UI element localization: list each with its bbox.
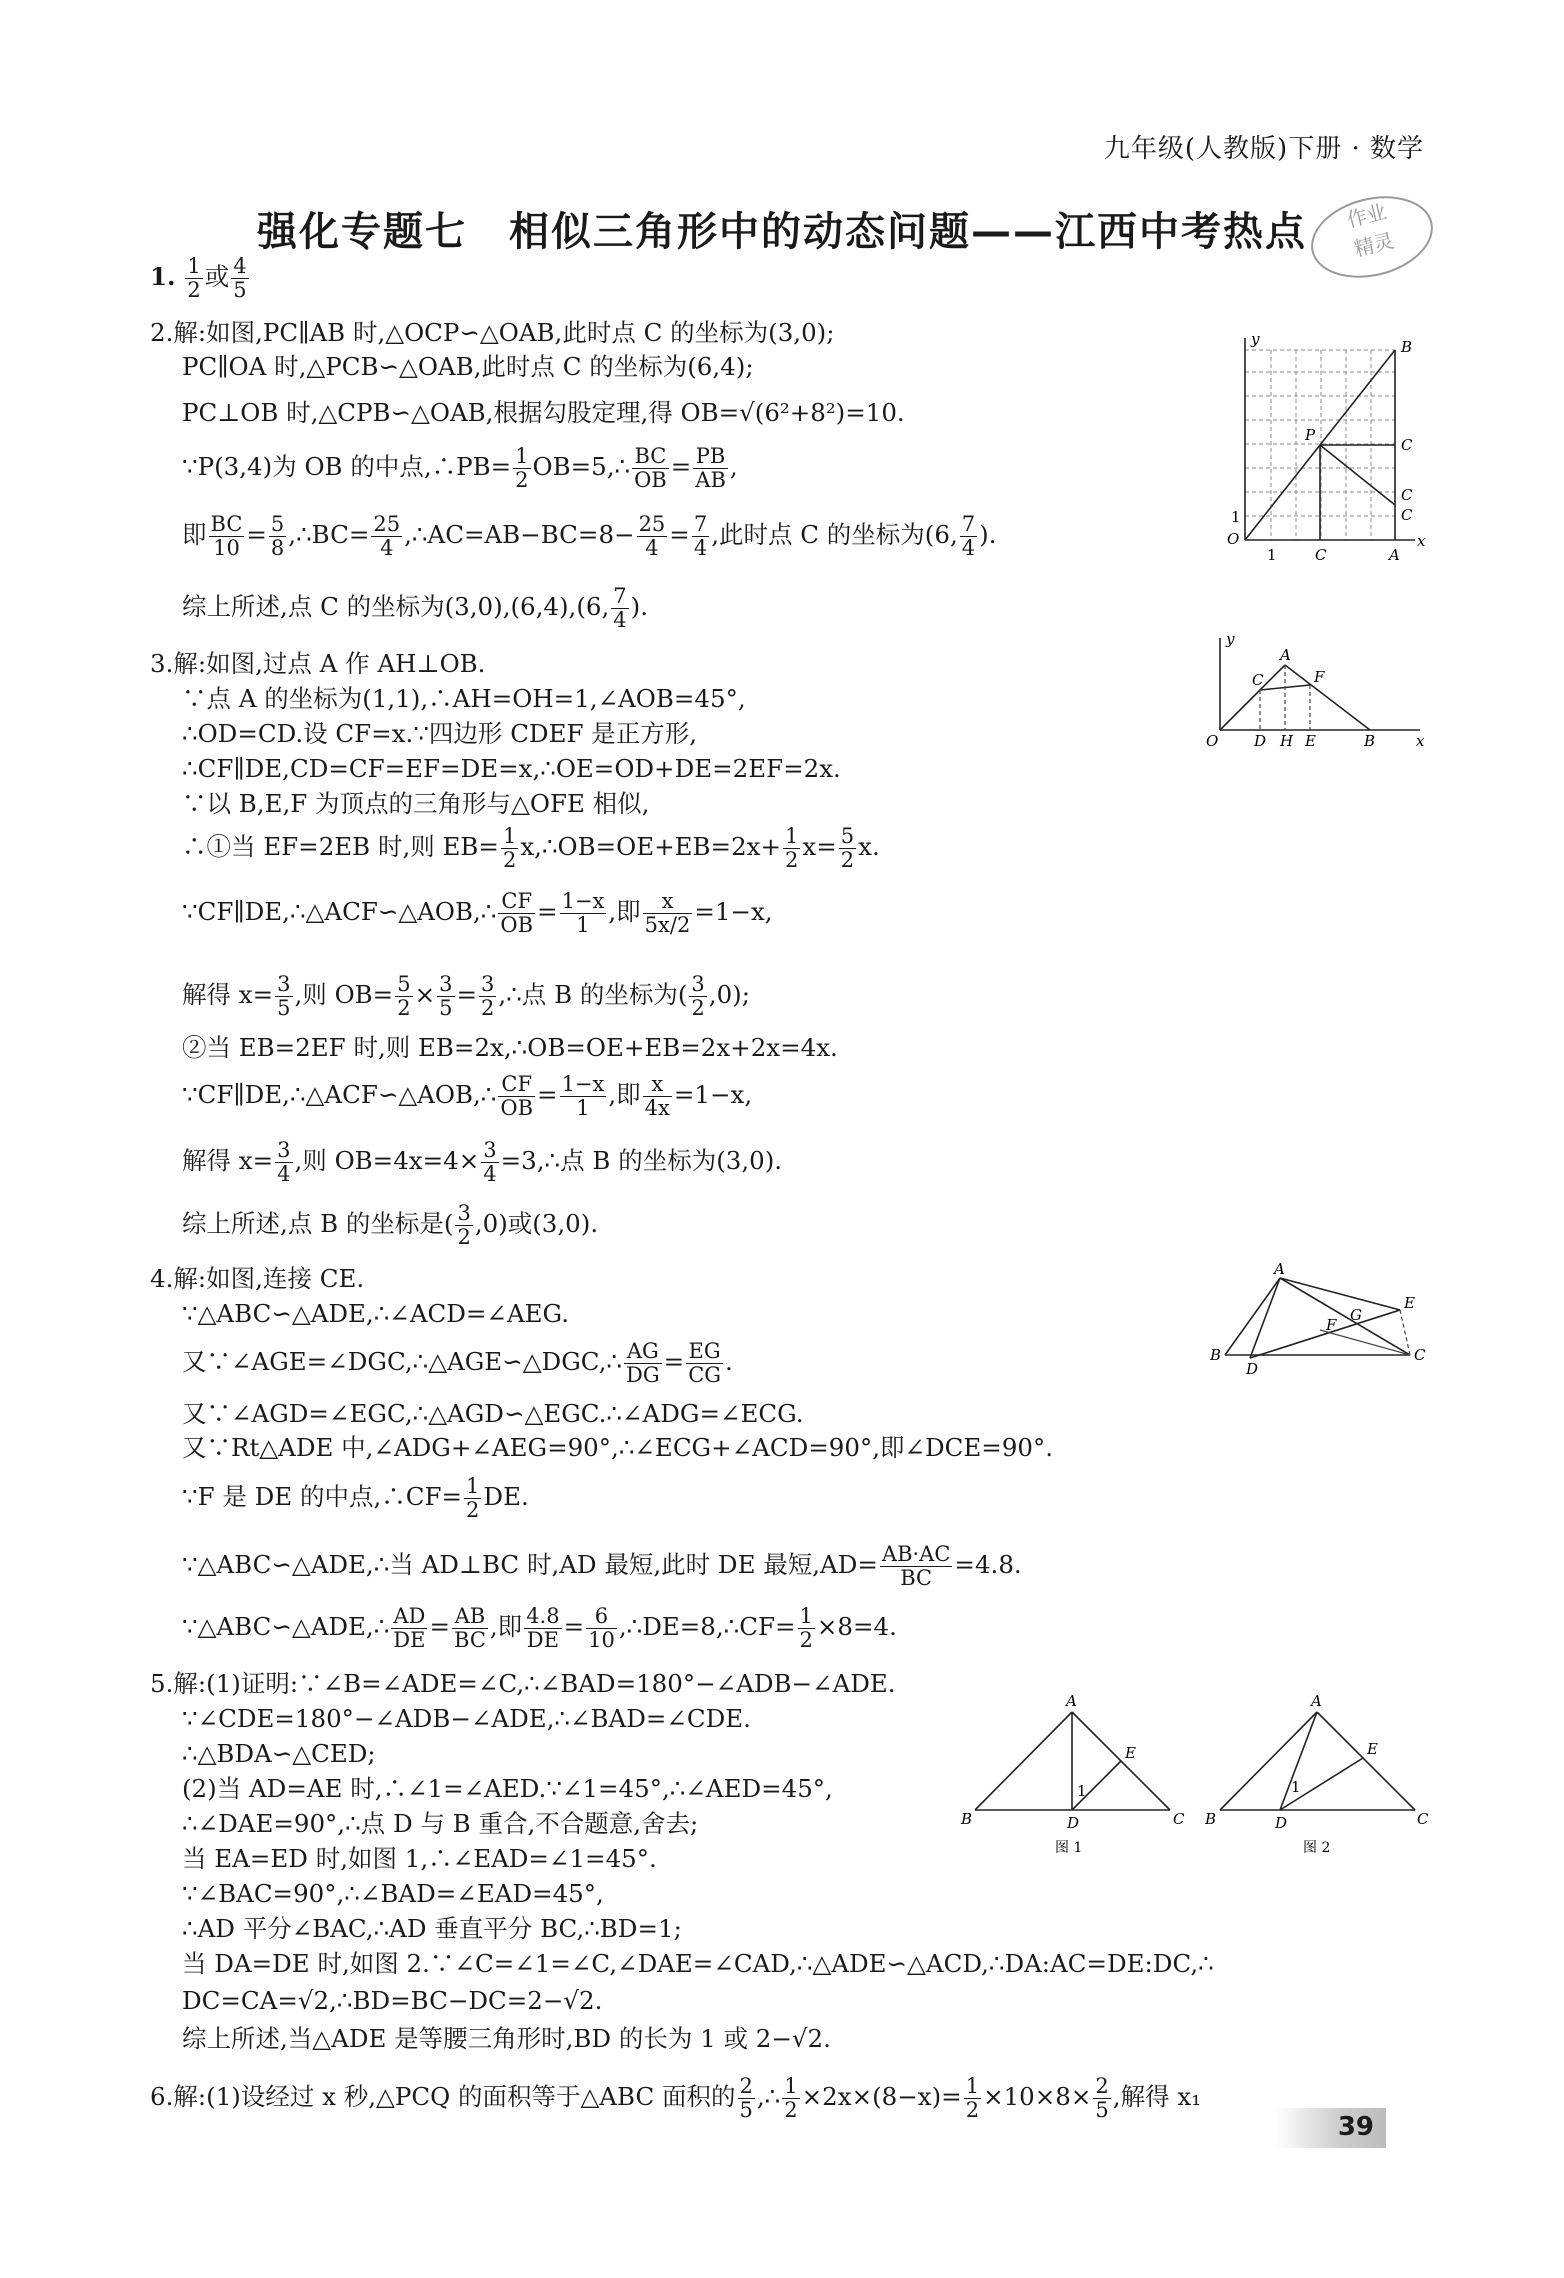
page-header: 九年级(人教版)下册 · 数学	[1103, 134, 1424, 164]
p4-line-5: 又∵Rt△ADE 中,∠ADG+∠AEG=90°,∴∠ECG+∠ACD=90°,即∠DCE=90°.	[182, 1433, 1054, 1462]
figure-p5-1	[955, 1690, 1185, 1860]
fig2-label: C	[1401, 436, 1413, 454]
p4-line-2: ∵△ABC∽△ADE,∴∠ACD=∠AEG.	[182, 1299, 570, 1328]
fig4-label: D	[1246, 1360, 1259, 1378]
fig5a-label: D	[1067, 1814, 1080, 1832]
fig5b-label: A	[1311, 1692, 1322, 1710]
p4-line-3: 又∵∠AGE=∠DGC,∴△AGE∽△DGC,∴ $\frac{AG}{DG}$ = $\frac{EG}{CG}$ .	[182, 1339, 733, 1387]
page-number: 39	[1337, 2112, 1374, 2142]
p4-line-7: ∵△ABC∽△ADE,∴当 AD⊥BC 时,AD 最短,此时 DE 最短,AD= $\frac{AB\cdot AC}{BC}$ =4.8.	[182, 1542, 1022, 1590]
fig5b-label: D	[1275, 1814, 1288, 1832]
p5-line-1: 5.解:(1)证明:∵∠B=∠ADE=∠C,∴∠BAD=180°−∠ADB−∠ADE.	[150, 1669, 896, 1698]
fig3-label: F	[1314, 668, 1325, 686]
fig2-label: C	[1401, 506, 1413, 524]
p2-line-1: 2.解:如图,PC∥AB 时,△OCP∽△OAB,此时点 C 的坐标为(3,0);	[150, 318, 835, 347]
stamp-line-2: 精灵	[1351, 228, 1397, 262]
fig4-label: B	[1210, 1346, 1222, 1364]
fig2-label: y	[1251, 330, 1260, 348]
p5-line-6: 当 EA=ED 时,如图 1,∴∠EAD=∠1=45°.	[182, 1844, 657, 1873]
p5-line-8: ∴AD 平分∠BAC,∴AD 垂直平分 BC,∴BD=1;	[182, 1914, 682, 1943]
fig3-label: A	[1280, 646, 1291, 664]
fig3-label: D	[1254, 732, 1267, 750]
fig2-label: B	[1401, 338, 1413, 356]
p3-line-8: 解得 x= $\frac{3}{5}$ ,则 OB= $\frac{5}{2}$ × $\frac{3}{5}$ = $\frac{3}{2}$ ,∴点 B 的坐标为( $\frac{3}{2}$ ,0);	[182, 972, 750, 1020]
p2-line-4: ∵P(3,4)为 OB 的中点,∴PB= $\frac{1}{2}$ OB=5,∴ $\frac{BC}{OB}$ = $\frac{PB}{AB}$ ,	[182, 444, 738, 492]
p3-line-6: ∴①当 EF=2EB 时,则 EB= $\frac{1}{2}$ x,∴OB=OE+EB=2x+ $\frac{1}{2}$ x= $\frac{5}{2}$ x.	[182, 824, 880, 872]
p1-line: 1. $\frac{1}{2}$ 或 $\frac{4}{5}$	[150, 254, 247, 302]
fig4-label: C	[1414, 1346, 1426, 1364]
p5-line-3: ∴△BDA∽△CED;	[182, 1739, 376, 1768]
fig5b-label: C	[1417, 1810, 1429, 1828]
fig3-label: E	[1305, 732, 1316, 750]
fig2-label: x	[1417, 532, 1426, 550]
figure-p4	[1210, 1260, 1430, 1380]
p3-line-10: ∵CF∥DE,∴△ACF∽△AOB,∴ $\frac{CF}{OB}$ = $\frac{1-x}{1}$ ,即 $\frac{x}{4x}$ =1−x,	[182, 1072, 753, 1120]
fig3-label: C	[1252, 671, 1264, 689]
p5-line-7: ∵∠BAC=90°,∴∠BAD=∠EAD=45°,	[182, 1879, 604, 1908]
p6-line-1: 6.解:(1)设经过 x 秒,△PCQ 的面积等于△ABC 面积的 $\frac{2}{5}$ ,∴ $\frac{1}{2}$ ×2x×(8−x)= $\frac{1}{2}$ ×10×8× $\frac{2}{5}$ ,解得 x₁	[150, 2074, 1202, 2122]
p3-line-2: ∵点 A 的坐标为(1,1),∴AH=OH=1,∠AOB=45°,	[182, 684, 746, 713]
fig5b-label: 1	[1291, 1778, 1301, 1796]
p4-line-6: ∵F 是 DE 的中点,∴CF= $\frac{1}{2}$ DE.	[182, 1474, 529, 1522]
figure-p2	[1215, 330, 1430, 575]
fig2-label: P	[1305, 426, 1316, 444]
p3-line-4: ∴CF∥DE,CD=CF=EF=DE=x,∴OE=OD+DE=2EF=2x.	[182, 754, 841, 783]
p3-line-1: 3.解:如图,过点 A 作 AH⊥OB.	[150, 649, 486, 678]
fig3-label: O	[1206, 732, 1219, 750]
fig3-label: B	[1364, 732, 1376, 750]
fig2-label: O	[1227, 530, 1240, 548]
p2-line-3: PC⊥OB 时,△CPB∽△OAB,根据勾股定理,得 OB=√(6²+8²)=10.	[182, 398, 905, 427]
p3-line-12: 综上所述,点 B 的坐标是( $\frac{3}{2}$ ,0)或(3,0).	[182, 1201, 599, 1249]
p3-line-9: ②当 EB=2EF 时,则 EB=2x,∴OB=OE+EB=2x+2x=4x.	[182, 1033, 838, 1062]
p5-line-4: (2)当 AD=AE 时,∴∠1=∠AED.∵∠1=45°,∴∠AED=45°,	[182, 1774, 833, 1803]
p2-line-6: 综上所述,点 C 的坐标为(3,0),(6,4),(6, $\frac{7}{4}$ ).	[182, 584, 649, 632]
p3-line-11: 解得 x= $\frac{3}{4}$ ,则 OB=4x=4× $\frac{3}{4}$ =3,∴点 B 的坐标为(3,0).	[182, 1138, 783, 1186]
fig5a-label: E	[1125, 1744, 1136, 1762]
p5-line-10: DC=CA=√2,∴BD=BC−DC=2−√2.	[182, 1986, 603, 2015]
p3-line-7: ∵CF∥DE,∴△ACF∽△AOB,∴ $\frac{CF}{OB}$ = $\frac{1-x}{1}$ ,即 $\frac{x}{5x/2}$ =1−x,	[182, 889, 773, 937]
p5-line-5: ∴∠DAE=90°,∴点 D 与 B 重合,不合题意,舍去;	[182, 1809, 699, 1838]
p3-line-3: ∴OD=CD.设 CF=x.∵四边形 CDEF 是正方形,	[182, 719, 698, 748]
fig5b-caption: 图 2	[1303, 1840, 1331, 1856]
fig2-label: A	[1389, 546, 1400, 564]
p5-line-11: 综上所述,当△ADE 是等腰三角形时,BD 的长为 1 或 2−√2.	[182, 2024, 831, 2053]
fig4-label: F	[1326, 1316, 1337, 1334]
fig3-label: x	[1416, 732, 1425, 750]
fig4-label: A	[1274, 1260, 1285, 1278]
stamp-line-1: 作业	[1344, 199, 1389, 233]
fraction: $\frac{4}{5}$	[233, 254, 247, 302]
fig5a-label: B	[961, 1810, 973, 1828]
p3-line-5: ∵以 B,E,F 为顶点的三角形与△OFE 相似,	[182, 789, 650, 818]
page-title: 强化专题七 相似三角形中的动态问题——江西中考热点	[257, 209, 1307, 255]
p4-line-4: 又∵∠AGD=∠EGC,∴△AGD∽△EGC.∴∠ADG=∠ECG.	[182, 1399, 804, 1428]
fig5a-label: A	[1066, 1692, 1077, 1710]
fig2-label: 1	[1267, 546, 1277, 564]
p5-line-2: ∵∠CDE=180°−∠ADB−∠ADE,∴∠BAD=∠CDE.	[182, 1704, 751, 1733]
fig5a-label: C	[1173, 1810, 1185, 1828]
fig2-label: 1	[1231, 508, 1241, 526]
fig5b-label: B	[1205, 1810, 1217, 1828]
fig5a-label: 1	[1077, 1782, 1087, 1800]
p2-line-5: 即 $\frac{BC}{10}$ = $\frac{5}{8}$ ,∴BC= $\frac{25}{4}$ ,∴AC=AB−BC=8− $\frac{25}{4}$ = $\frac{7}{4}$ ,此时点 C 的坐标为(6, $\frac{7}{4}$ ).	[182, 512, 997, 560]
p4-line-8: ∵△ABC∽△ADE,∴ $\frac{AD}{DE}$ = $\frac{AB}{BC}$ ,即 $\frac{4.8}{DE}$ = $\frac{6}{10}$ ,∴DE=8,∴CF= $\frac{1}{2}$ ×8=4.	[182, 1604, 897, 1652]
fig2-label: C	[1401, 486, 1413, 504]
fig4-label: G	[1350, 1306, 1362, 1324]
p2-line-2: PC∥OA 时,△PCB∽△OAB,此时点 C 的坐标为(6,4);	[182, 352, 754, 381]
figure-p5-2	[1205, 1690, 1430, 1860]
page-number-tab	[1276, 2108, 1386, 2148]
fig4-label: E	[1404, 1294, 1415, 1312]
p4-line-1: 4.解:如图,连接 CE.	[150, 1264, 365, 1293]
fig2-label: C	[1315, 546, 1327, 564]
fig5b-label: E	[1367, 1740, 1378, 1758]
fig3-label: H	[1280, 732, 1294, 750]
fig5a-caption: 图 1	[1055, 1840, 1083, 1856]
fig3-label: y	[1226, 630, 1235, 648]
figure-p3	[1200, 630, 1430, 750]
fraction: $\frac{1}{2}$	[187, 254, 201, 302]
p5-line-9: 当 DA=DE 时,如图 2.∵∠C=∠1=∠C,∠DAE=∠CAD,∴△ADE∽△ACD,∴DA:AC=DE:DC,∴	[182, 1949, 1214, 1978]
